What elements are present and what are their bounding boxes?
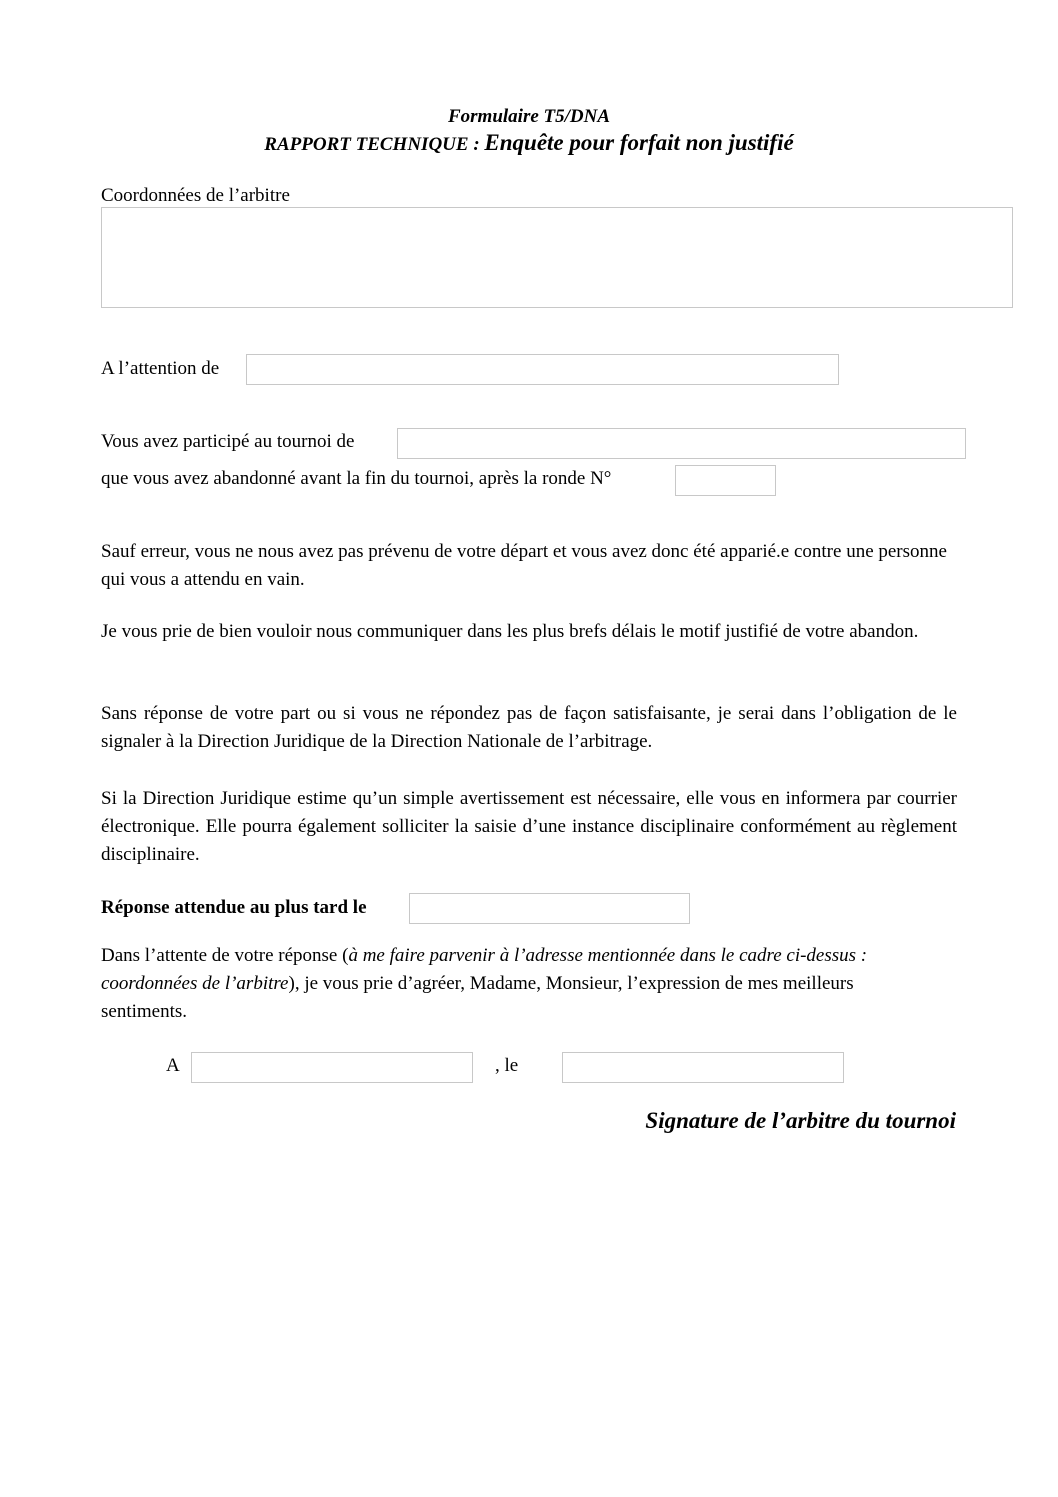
deadline-field[interactable] <box>409 893 690 924</box>
referee-label: Coordonnées de l’arbitre <box>101 185 290 206</box>
attention-field[interactable] <box>246 354 839 385</box>
form-id: Formulaire T5/DNA <box>447 106 611 127</box>
tournament-label: Vous avez participé au tournoi de <box>101 431 355 452</box>
paragraph-disciplinary: Si la Direction Juridique estime qu’un simple avertissement est nécessaire, elle vous en informera par courrier électronique. Elle pourra également solliciter la saisie d’une instance disciplinaire conformément au règlement disciplinaire. <box>101 788 957 865</box>
attention-label: A l’attention de <box>101 358 220 379</box>
date-label: , le <box>495 1055 519 1076</box>
round-label: que vous avez abandonné avant la fin du tournoi, après la ronde N° <box>101 468 612 489</box>
date-field[interactable] <box>562 1052 844 1083</box>
title-prefix: RAPPORT TECHNIQUE : <box>264 134 485 155</box>
title-main: Enquête pour forfait non justifié <box>484 130 794 155</box>
round-number-field[interactable] <box>675 465 776 496</box>
paragraph-no-response: Sans réponse de votre part ou si vous ne répondez pas de façon satisfaisante, je serai dans l’obligation de le signaler à la Direction Juridique de la Direction Nationale de l’arbitrage. <box>101 703 957 752</box>
closing-italic: à me faire parvenir à l’adresse mentionnée dans le cadre ci-dessus : coordonnées de l’arbitre <box>101 945 868 994</box>
paragraph-closing <box>101 942 931 1026</box>
page-title <box>0 128 1058 160</box>
deadline-label: Réponse attendue au plus tard le <box>101 897 367 918</box>
tournament-field[interactable] <box>397 428 966 459</box>
paragraph-request: Je vous prie de bien vouloir nous communiquer dans les plus brefs délais le motif justifié de votre abandon. <box>101 621 919 642</box>
paragraph-error: Sauf erreur, vous ne nous avez pas prévenu de votre départ et vous avez donc été apparié.e contre une personne qui vous a attendu en vain. <box>101 541 947 590</box>
signature-label: Signature de l’arbitre du tournoi <box>645 1108 956 1133</box>
closing-part2: ), je vous prie d’agréer, Madame, Monsieur, l’expression de mes meilleurs sentiments. <box>101 973 854 1022</box>
place-field[interactable] <box>191 1052 473 1083</box>
closing-part1: Dans l’attente de votre réponse ( <box>101 945 349 966</box>
place-label: A <box>166 1055 180 1076</box>
referee-coordinates-field[interactable] <box>101 207 1013 308</box>
